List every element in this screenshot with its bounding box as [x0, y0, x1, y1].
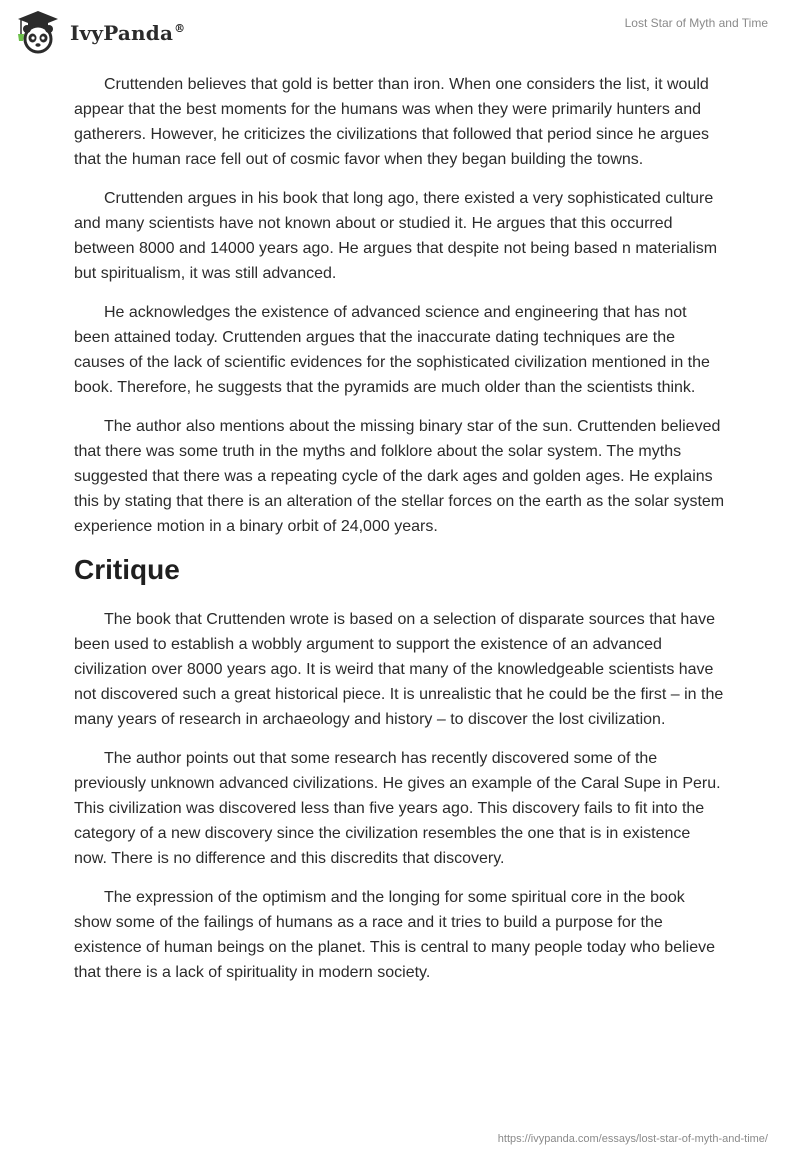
paragraph: The author points out that some research has recently discovered some of the previously unknown advanced civilizations. He gives an example of the Caral Supe in Peru. This civilization was discovered less than five years ago. This discovery fails to fit into the category of a new discovery since the civilization resembles the one that is in existence now. There is no difference and this discredits that discovery. [74, 750, 721, 867]
paragraph: The book that Cruttenden wrote is based on a selection of disparate sources that have been used to establish a wobbly argument to support the existence of an advanced civilization over 8000 years ago. It is weird that many of the knowledgeable scientists have not discovered such a great historical piece. It is unrealistic that he could be the first – in the many years of research in archaeology and history – to discover the lost civilization. [74, 611, 724, 728]
paragraph: He acknowledges the existence of advanced science and engineering that has not been attained today. Cruttenden argues that the inaccurate dating techniques are the causes of the lack of scientific evidences for the sophisticated civilization mentioned in the book. Therefore, he suggests that the pyramids are much older than the scientists think. [74, 304, 710, 396]
brand-name: IvyPanda® [70, 21, 186, 45]
document-title: Lost Star of Myth and Time [624, 16, 768, 30]
panda-graduate-icon [14, 8, 62, 56]
ivypanda-logo[interactable] [14, 8, 185, 56]
paragraph: The expression of the optimism and the longing for some spiritual core in the book show some of the failings of humans as a race and it tries to build a purpose for the existence of human beings on the planet. This is central to many people today who believe that there is a lack of spirituality in modern society. [74, 889, 715, 981]
paragraph: The author also mentions about the missing binary star of the sun. Cruttenden believed that there was some truth in the myths and folklore about the solar system. The myths suggested that there was a repeating cycle of the dark ages and golden ages. He explains this by stating that there is an alteration of the stellar forces on the earth as the solar system experience motion in a binary orbit of 24,000 years. [74, 418, 725, 535]
source-url[interactable]: https://ivypanda.com/essays/lost-star-of-myth-and-time/ [497, 1133, 768, 1145]
section-heading-critique: Critique [74, 554, 180, 585]
paragraph: Cruttenden believes that gold is better than iron. When one considers the list, it would appear that the best moments for the humans was when they were primarily hunters and gatherers. However, he criticizes the civilizations that followed that period since he argues that the human race fell out of cosmic favor when they began building the towns. [74, 76, 709, 168]
page-header [0, 0, 800, 60]
paragraph: Cruttenden argues in his book that long ago, there existed a very sophisticated culture and many scientists have not known about or studied it. He argues that this occurred between 8000 and 14000 years ago. He argues that despite not being based n materialism but spiritualism, it was still advanced. [74, 190, 718, 282]
essay-body [74, 72, 726, 999]
